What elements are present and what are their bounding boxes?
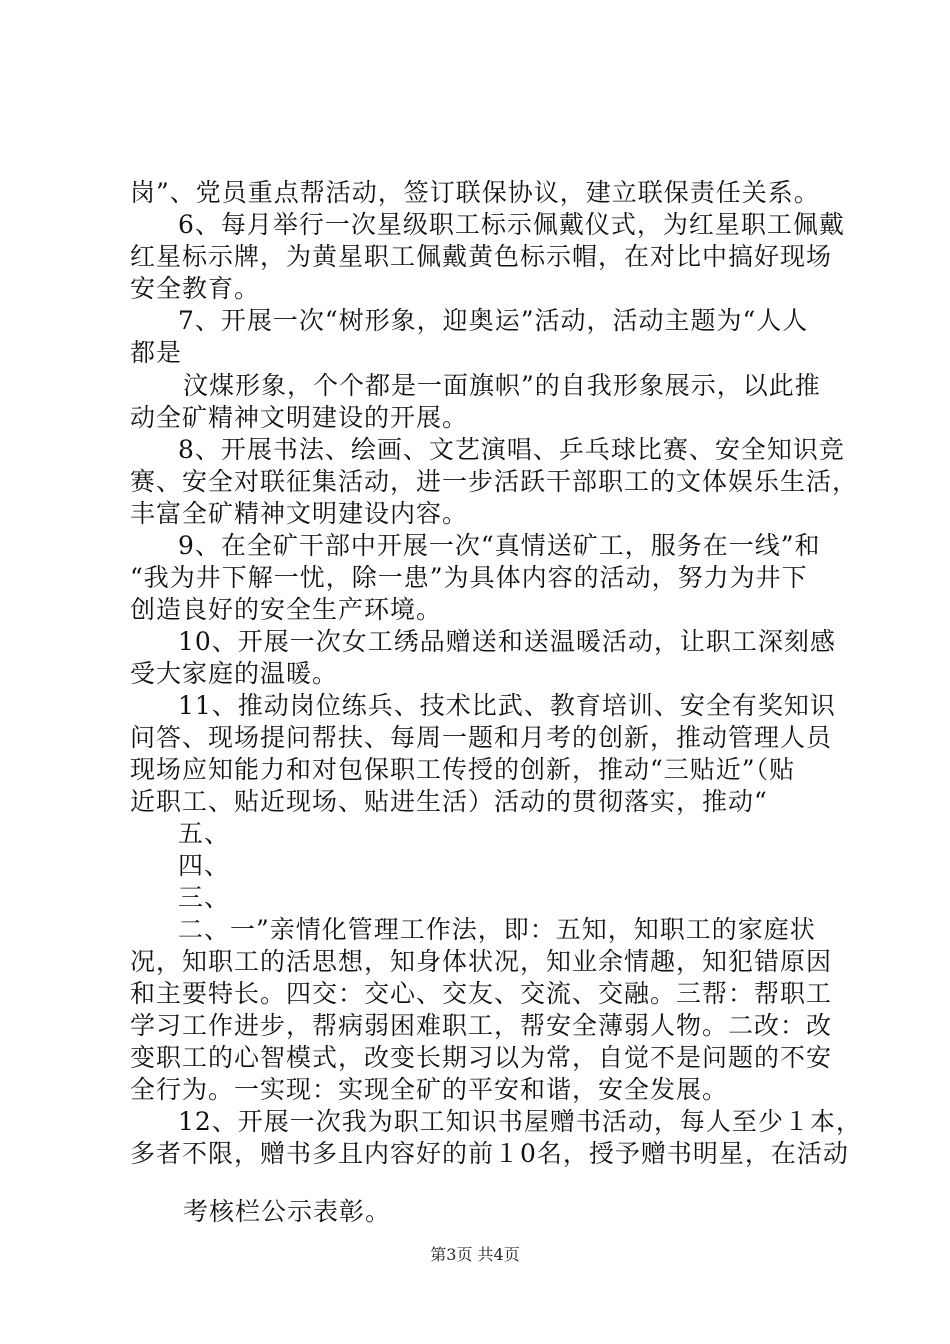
text-line: 丰富全矿精神文明建设内容。 — [130, 499, 469, 528]
text-line: 变职工的心智模式，改变长期习以为常，自觉不是问题的不安 — [130, 1043, 833, 1072]
text-line: 问答、现场提问帮扶、每周一题和月考的创新，推动管理人员 — [130, 723, 833, 752]
text-line: 安全教育。 — [130, 274, 261, 303]
text-line: 8、开展书法、绘画、文艺演唱、乒乓球比赛、安全知识竞 — [178, 435, 845, 464]
text-line: 9、在全矿干部中开展一次“真情送矿工，服务在一线”和 — [178, 531, 821, 560]
text-line: 全行为。一实现：实现全矿的平安和谐，安全发展。 — [130, 1075, 729, 1104]
text-line: 三、 — [178, 883, 231, 912]
text-line: 创造良好的安全生产环境。 — [130, 595, 443, 624]
text-line: 二、一”亲情化管理工作法，即：五知，知职工的家庭状 — [178, 915, 816, 944]
text-line: 6、每月举行一次星级职工标示佩戴仪式，为红星职工佩戴 — [178, 210, 845, 239]
text-line: 动全矿精神文明建设的开展。 — [130, 403, 469, 432]
text-line: 受大家庭的温暖。 — [130, 659, 339, 688]
text-line: 11、推动岗位练兵、技术比武、教育培训、安全有奖知识 — [178, 691, 836, 720]
text-line: 和主要特长。四交：交心、交友、交流、交融。三帮：帮职工 — [130, 979, 833, 1008]
text-line: 汶煤形象，个个都是一面旗帜”的自我形象展示，以此推 — [183, 371, 821, 400]
text-line: 考核栏公示表彰。 — [183, 1197, 392, 1226]
text-line: 五、 — [178, 819, 231, 848]
text-line: “我为井下解一忧，除一患”为具体内容的活动，努力为井下 — [130, 563, 808, 592]
text-line: 7、开展一次“树形象，迎奥运”活动，活动主题为“人人 — [178, 306, 809, 335]
text-line: 近职工、贴近现场、贴进生活）活动的贯彻落实，推动“ — [130, 787, 768, 816]
text-line: 况，知职工的活思想，知身体状况，知业余情趣，知犯错原因 — [130, 947, 833, 976]
text-line: 四、 — [178, 851, 231, 880]
text-line: 都是 — [130, 338, 183, 367]
page-number-footer: 第3页 共4页 — [430, 1245, 520, 1264]
text-line: 赛、安全对联征集活动，进一步活跃干部职工的文体娱乐生活， — [130, 467, 859, 496]
text-line: 岗”、党员重点帮活动，签订联保协议，建立联保责任关系。 — [130, 178, 820, 207]
text-line: 学习工作进步，帮病弱困难职工，帮安全薄弱人物。二改：改 — [130, 1011, 833, 1040]
text-line: 现场应知能力和对包保职工传授的创新，推动“三贴近”（贴 — [130, 755, 796, 784]
text-line: 10、开展一次女工绣品赠送和送温暖活动，让职工深刻感 — [178, 627, 836, 656]
text-line: 红星标示牌，为黄星职工佩戴黄色标示帽，在对比中搞好现场 — [130, 242, 833, 271]
text-line: 12、开展一次我为职工知识书屋赠书活动，每人至少１本， — [178, 1107, 862, 1136]
text-line: 多者不限，赠书多且内容好的前１0名，授予赠书明星，在活动 — [130, 1139, 849, 1168]
